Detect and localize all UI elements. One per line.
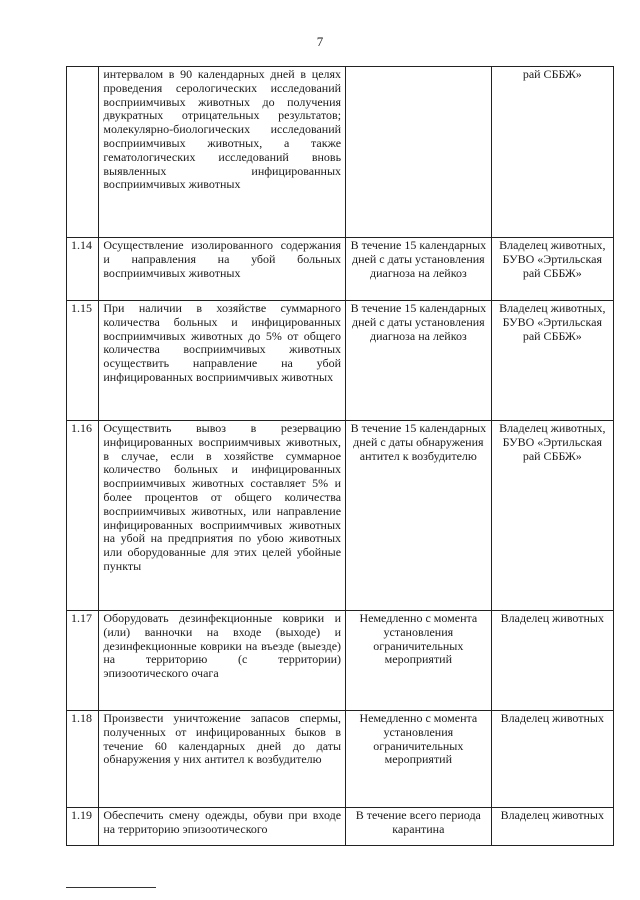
row-deadline: В течение всего периода карантина (346, 808, 492, 846)
page-number: 7 (316, 34, 324, 49)
row-action: Обеспечить смену одежды, обуви при входе на территорию эпизоотического (99, 808, 346, 846)
row-number: 1.16 (67, 421, 99, 611)
row-deadline: Немедленно с момента установления ограничительных мероприятий (346, 711, 492, 808)
table-row (67, 711, 614, 808)
row-responsible: Владелец животных, БУВО «Эртильская рай СББЖ» (491, 238, 613, 301)
row-deadline: В течение 15 календарных дней с даты установления диагноза на лейкоз (346, 238, 492, 301)
row-responsible: Владелец животных, БУВО «Эртильская рай СББЖ» (491, 421, 613, 611)
row-number: 1.19 (67, 808, 99, 846)
row-deadline: Немедленно с момента установления ограничительных мероприятий (346, 611, 492, 711)
row-responsible: рай СББЖ» (491, 67, 613, 238)
footnote-separator (66, 887, 156, 888)
row-responsible: Владелец животных (491, 611, 613, 711)
row-deadline: В течение 15 календарных дней с даты установления диагноза на лейкоз (346, 301, 492, 421)
row-responsible: Владелец животных (491, 711, 613, 808)
table-row (67, 421, 614, 611)
row-action: При наличии в хозяйстве суммарного количества больных и инфицированных восприимчивых животных до 5% от общего количества восприимчивых животных осуществить направление на убой инфицированных восприимчивых животных (99, 301, 346, 421)
row-number: 1.14 (67, 238, 99, 301)
row-action: Осуществить вывоз в резервацию инфицированных восприимчивых животных, в случае, если в хозяйстве суммарное количество больных и инфицированных восприимчивых животных составляет 5% и более процентов от общего количества восприимчивых животных, или направление инфицированных восприимчивых животных на убой на предприятия по убою животных или оборудованные для этих целей убойные пункты (99, 421, 346, 611)
row-action: Произвести уничтожение запасов спермы, полученных от инфицированных быков в течение 60 календарных дней до даты обнаружения у них антител к возбудителю (99, 711, 346, 808)
table-row (67, 67, 614, 238)
row-action: Оборудовать дезинфекционные коврики и (или) ванночки на входе (выходе) и дезинфекционные коврики на въезде (выезде) на территорию (с территории) эпизоотического очага (99, 611, 346, 711)
row-number: 1.18 (67, 711, 99, 808)
row-number (67, 67, 99, 238)
row-number: 1.17 (67, 611, 99, 711)
row-deadline: В течение 15 календарных дней с даты обнаружения антител к возбудителю (346, 421, 492, 611)
row-action: Осуществление изолированного содержания и направления на убой больных восприимчивых животных (99, 238, 346, 301)
row-number: 1.15 (67, 301, 99, 421)
measures-table (66, 66, 614, 846)
table-row (67, 611, 614, 711)
table-row (67, 808, 614, 846)
row-responsible: Владелец животных, БУВО «Эртильская рай СББЖ» (491, 301, 613, 421)
table-row (67, 238, 614, 301)
table-row (67, 301, 614, 421)
row-responsible: Владелец животных (491, 808, 613, 846)
row-action: интервалом в 90 календарных дней в целях проведения серологических исследований восприимчивых животных до получения двукратных отрицательных результатов; молекулярно-биологических исследований восприимчивых животных, а также гематологических исследований вновь выявленных инфицированных восприимчивых животных (99, 67, 346, 238)
row-deadline (346, 67, 492, 238)
